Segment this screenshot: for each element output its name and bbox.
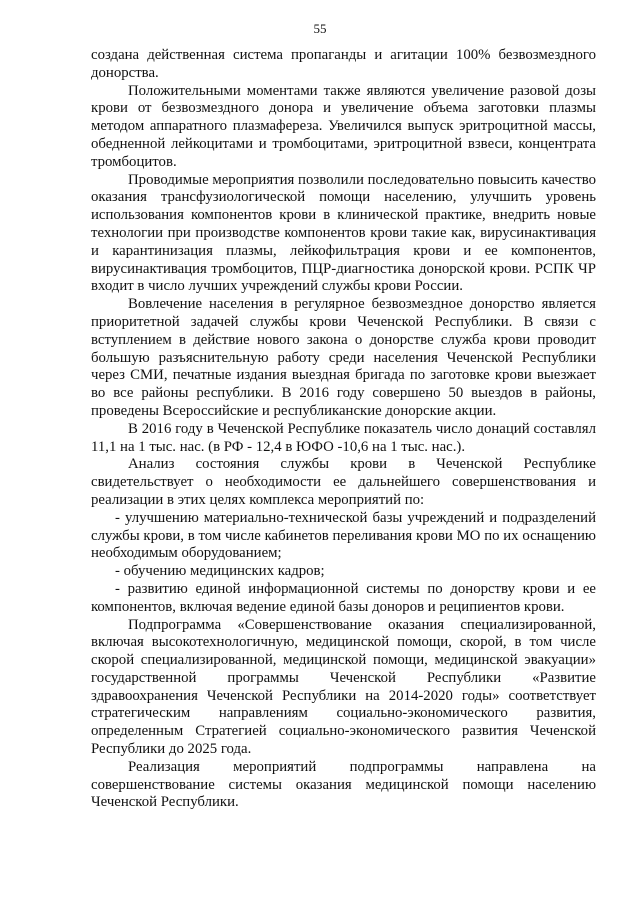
paragraph-implementation: Реализация мероприятий подпрограммы направлена на совершенствование системы оказания медицинской помощи населению Чеченской Республики. bbox=[91, 758, 596, 811]
paragraph-propaganda-end: создана действенная система пропаганды и агитации 100% безвозмездного донорства. bbox=[91, 47, 596, 81]
list-item-staff-training: - обучению медицинских кадров; bbox=[115, 563, 325, 580]
paragraph-donor-involvement: Вовлечение населения в регулярное безвозмездное донорство является приоритетной задачей службы крови Чеченской Республики. В связи с вступлением в действие нового закона о донорстве служба крови проводит большую разъяснительную работу среди населения Чеченской Республики через СМИ, печатные издания выездная бригада по заготовке крови выезжает во все районы республики. В 2016 году совершено 50 выездов в районы, проведены Всероссийские и республиканские донорские акции. bbox=[91, 296, 596, 419]
list-item-information-system: - развитию единой информационной системы по донорству крови и ее компонентов, включая ведение единой базы доноров и реципиентов крови. bbox=[91, 580, 596, 615]
list-item-material-base: - улучшению материально-технической базы учреждений и подразделений службы крови, в том числе кабинетов переливания крови МО по их оснащению необходимым оборудованием; bbox=[91, 509, 596, 562]
paragraph-subprogram: Подпрограмма «Совершенствование оказания специализированной, включая высокотехнологичную, медицинской помощи, скорой, в том числе скорой специализированной, медицинской помощи, медицинской эвакуации» государственной программы Чеченской Республики «Развитие здравоохранения Чеченской Республики на 2014-2020 годы» соответствует стратегическим направлениям социально-экономического развития, определенным Стратегией социально-экономического развития Чеченской Республики до 2025 года. bbox=[91, 616, 596, 758]
paragraph-donation-rate: В 2016 году в Чеченской Республике показатель число донаций составлял 11,1 на 1 тыс. нас. (в РФ - 12,4 в ЮФО -10,6 на 1 тыс. нас.). bbox=[91, 420, 596, 455]
page-number: 55 bbox=[313, 21, 327, 36]
document-body bbox=[91, 47, 596, 812]
paragraph-analysis: Анализ состояния службы крови в Чеченской Республике свидетельствует о необходимости ее дальнейшего совершенствования и реализации в этих целях комплекса мероприятий по: bbox=[91, 456, 596, 508]
paragraph-positive-moments: Положительными моментами также являются увеличение разовой дозы крови от безвозмездного донора и увеличение объема заготовки плазмы методом аппаратного плазмафереза. Увеличился выпуск эритроцитной массы, обедненной лейкоцитами и тромбоцитами, эритроцитной взвеси, концентрата тромбоцитов. bbox=[91, 82, 596, 170]
paragraph-measures-quality: Проводимые мероприятия позволили последовательно повысить качество оказания трансфузиологической помощи населению, улучшить уровень использования компонентов крови в клинической практике, внедрить новые технологии при производстве компонентов крови такие как, вирусинактивация и карантинизация плазмы, лейкофильтрация крови и ее компонентов, вирусинактивация тромбоцитов, ПЦР-диагностика донорской крови. РСПК ЧР входит в число лучших учреждений службы крови России. bbox=[91, 171, 596, 295]
